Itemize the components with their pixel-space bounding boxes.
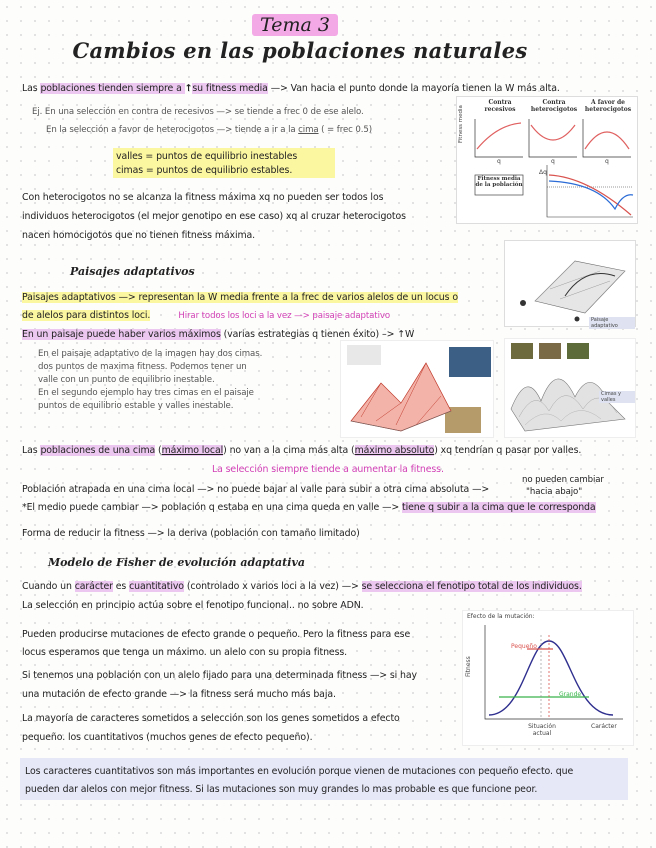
adaptive-landscape-figure: Paisaje adaptativo — [504, 240, 636, 327]
local-maximum-line: Las poblaciones de una cima (máximo local) no van a la cima más alta (máximo absoluto) xq tendrían q pasar por valles. — [22, 445, 582, 456]
mutation-paragraph-2: locus esperamos que tenga un máximo. un alelo con su propia fitness. — [22, 647, 348, 658]
trapped-population-line: Población atrapada en una cima local —> no puede bajar al valle para subir a otra cima absoluta —> — [22, 484, 490, 495]
paisajes-definition-line-1: Paisajes adaptativos —> representan la W media frente a la frec de varios alelos de un locus o — [22, 292, 458, 303]
landscape-note-3: valle con un punto de equilibrio inestable. — [38, 375, 215, 385]
selection-note: La selección siempre tiende a aumentar la fitness. — [212, 464, 444, 475]
conclusion-line-1: Los caracteres cuantitativos son más importantes en evolución porque vienen de mutaciones con pequeño efecto. que — [25, 766, 574, 777]
paisajes-definition-line-2: de alelos para distintos loci. Hirar todos los loci a la vez —> paisaje adaptativo — [22, 310, 390, 321]
three-peaks-figure: Cimas y valles — [504, 338, 636, 438]
side-note-2: "hacia abajo" — [526, 487, 583, 497]
landscape-3d-svg — [505, 241, 635, 326]
fisher-line-2: La selección en principio actúa sobre el fenotipo funcional.. no sobre ADN. — [22, 600, 364, 611]
mutation-paragraph-5: La mayoría de caracteres sometidos a selección son los genes sometidos a efecto — [22, 713, 400, 724]
mutation-paragraph-6: pequeño. los cuantitativos (muchos genes de efecto pequeño). — [22, 732, 313, 743]
heading-paisajes-adaptativos: Paisajes adaptativos — [70, 265, 195, 278]
side-note-1: no pueden cambiar — [522, 475, 604, 485]
three-peaks-svg — [505, 339, 635, 437]
landscape-note-5: puntos de equilibrio estable y valles inestable. — [38, 401, 234, 411]
environment-change-line: *El medio puede cambiar —> población q estaba en una cima queda en valle —> tiene q subir a la cima que le corresponda — [22, 502, 596, 513]
fitness-curves-figure: Contra recesivos Contra heterocigotos A favor de heterocigotos Fitness media q q q Fitness media de la población Δq — [456, 96, 638, 224]
multiple-maxima-line: En un paisaje puede haber varios máximos (varias estrategias q tienen éxito) –> ↑W — [22, 329, 415, 340]
fitness-curves-svg — [457, 97, 637, 223]
landscape-note-2: dos puntos de maxima fitness. Podemos tener un — [38, 362, 247, 372]
conclusion-line-2: pueden dar alelos con mejor fitness. Si las mutaciones son muy grandes lo mas probable es que funcione peor. — [25, 784, 538, 795]
intro-line: Las poblaciones tienden siempre a ↑su fitness media —> Van hacia el punto donde la mayoría tienen la W más alta. — [22, 83, 560, 94]
page-subtitle: Cambios en las poblaciones naturales — [72, 38, 528, 63]
fisher-line-1: Cuando un carácter es cuantitativo (controlado x varios loci a la vez) —> se selecciona el fenotipo total de los individuos. — [22, 581, 582, 592]
heterozygote-paragraph-2: individuos heterocigotos (el mejor genotipo en ese caso) xq al cruzar heterocigotos — [22, 211, 406, 222]
example-line-1: Ej. En una selección en contra de recesivos —> se tiende a frec 0 de ese alelo. — [32, 107, 364, 117]
cimas-definition: cimas = puntos de equilibrio estables. — [116, 165, 293, 176]
page-title: Tema 3 — [0, 14, 590, 36]
landscape-note-4: En el segundo ejemplo hay tres cimas en el paisaje — [38, 388, 254, 398]
mutation-paragraph-3: Si tenemos una población con un alelo fijado para una determinada fitness —> si hay — [22, 670, 417, 681]
heterozygote-paragraph-3: nacen homocigotos que no tienen fitness máxima. — [22, 230, 256, 241]
mutation-paragraph-4: una mutación de efecto grande —> la fitness será mucho más baja. — [22, 689, 336, 700]
heterozygote-paragraph-1: Con heterocigotos no se alcanza la fitness máxima xq no pueden ser todos los — [22, 192, 384, 203]
drift-line: Forma de reducir la fitness —> la deriva (población con tamaño limitado) — [22, 528, 360, 539]
valles-definition: valles = puntos de equilibrio inestables — [116, 151, 298, 162]
two-peaks-svg — [341, 341, 493, 437]
example-line-2: En la selección a favor de heterocigotos —> tiende a ir a la cima ( = frec 0.5) — [46, 125, 373, 135]
fisher-mutation-figure: Efecto de la mutación: Pequeño Grande Fitness Situación actual Carácter — [462, 610, 634, 746]
mutation-paragraph-1: Pueden producirse mutaciones de efecto grande o pequeño. Pero la fitness para ese — [22, 629, 411, 640]
landscape-note-1: En el paisaje adaptativo de la imagen hay dos cimas. — [38, 349, 263, 359]
two-peaks-figure — [340, 340, 494, 438]
heading-fisher-model: Modelo de Fisher de evolución adaptativa — [48, 556, 305, 569]
